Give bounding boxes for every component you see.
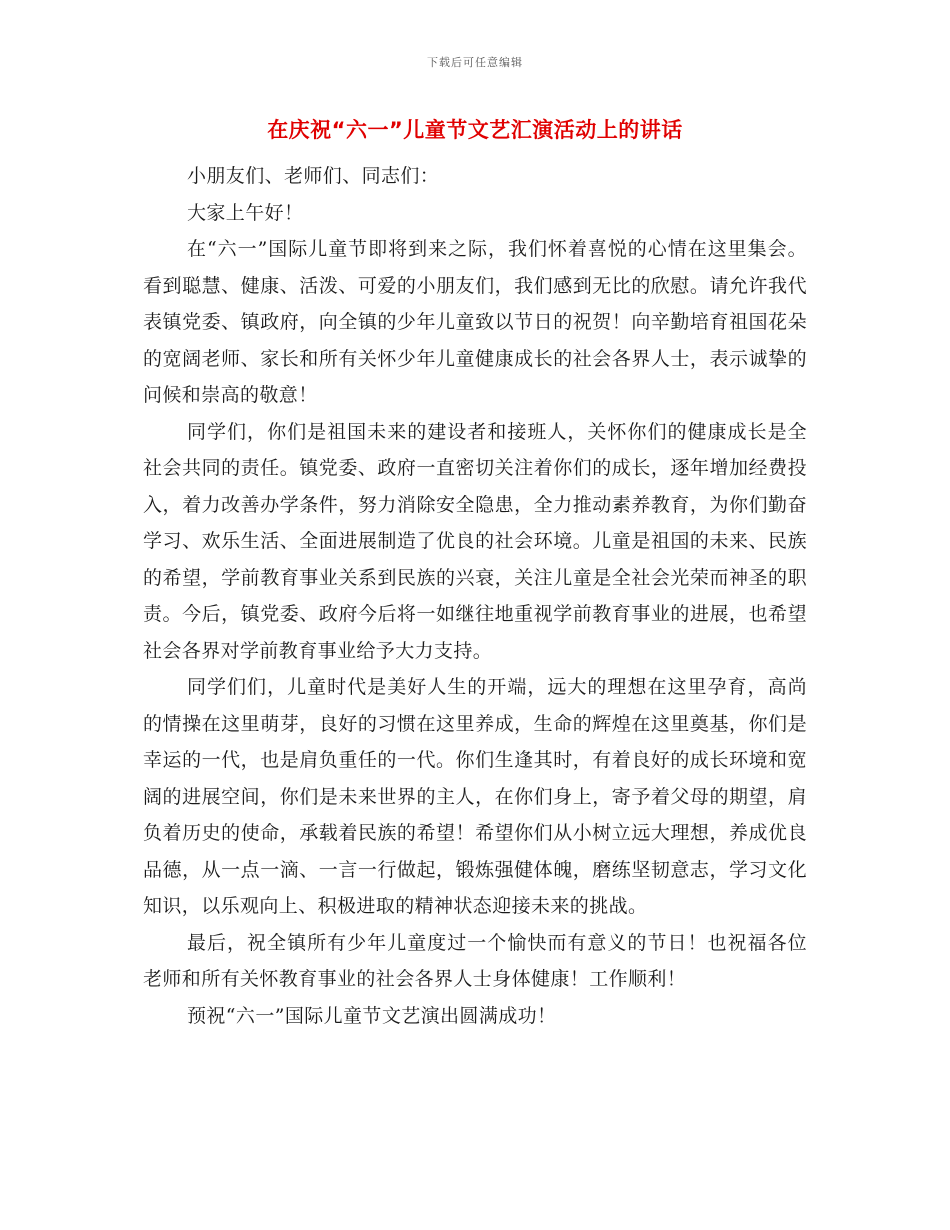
greeting: 大家上午好！: [187, 201, 304, 224]
closing-line: 预祝“六一”国际儿童节文艺演出圆满成功！: [187, 1004, 557, 1027]
salutation: 小朋友们、老师们、同志们：: [187, 165, 440, 187]
paragraph: 最后，祝全镇所有少年儿童度过一个愉快而有意义的节日！也祝福各位老师和所有关怀教育事业的社会各界人士身体健康！工作顺利！: [143, 931, 807, 990]
paragraph: 在“六一”国际儿童节即将到来之际，我们怀着喜悦的心情在这里集会。看到聪慧、健康、活泼、可爱的小朋友们，我们感到无比的欣慰。请允许我代表镇党委、镇政府，向全镇的少年儿童致以节日的祝贺！向辛勤培育祖国花朵的宽阔老师、家长和所有关怀少年儿童健康成长的社会各界人士，表示诚挚的问候和崇高的敬意！: [143, 238, 807, 406]
document-title: 在庆祝“六一”儿童节文艺汇演活动上的讲话: [267, 118, 683, 142]
paragraph: 同学们，你们是祖国未来的建设者和接班人，关怀你们的健康成长是全社会共同的责任。镇党委、政府一直密切关注着你们的成长，逐年增加经费投入，着力改善办学条件，努力消除安全隐患，全力推动素养教育，为你们勤奋学习、欢乐生活、全面进展制造了优良的社会环境。儿童是祖国的未来、民族的希望，学前教育事业关系到民族的兴衰，关注儿童是全社会光荣而神圣的职责。今后，镇党委、政府今后将一如继往地重视学前教育事业的进展，也希望社会各界对学前教育事业给予大力支持。: [143, 420, 807, 662]
header-note: 下载后可任意编辑: [427, 56, 523, 69]
paragraph: 同学们们，儿童时代是美好人生的开端，远大的理想在这里孕育，高尚的情操在这里萌芽，良好的习惯在这里养成，生命的辉煌在这里奠基，你们是幸运的一代，也是肩负重任的一代。你们生逢其时，有着良好的成长环境和宽阔的进展空间，你们是未来世界的主人，在你们身上，寄予着父母的期望，肩负着历史的使命，承载着民族的希望！希望你们从小树立远大理想，养成优良品德，从一点一滴、一言一行做起，锻炼强健体魄，磨练坚韧意志，学习文化知识，以乐观向上、积极进取的精神状态迎接未来的挑战。: [143, 676, 807, 917]
document-body: [143, 158, 807, 1034]
